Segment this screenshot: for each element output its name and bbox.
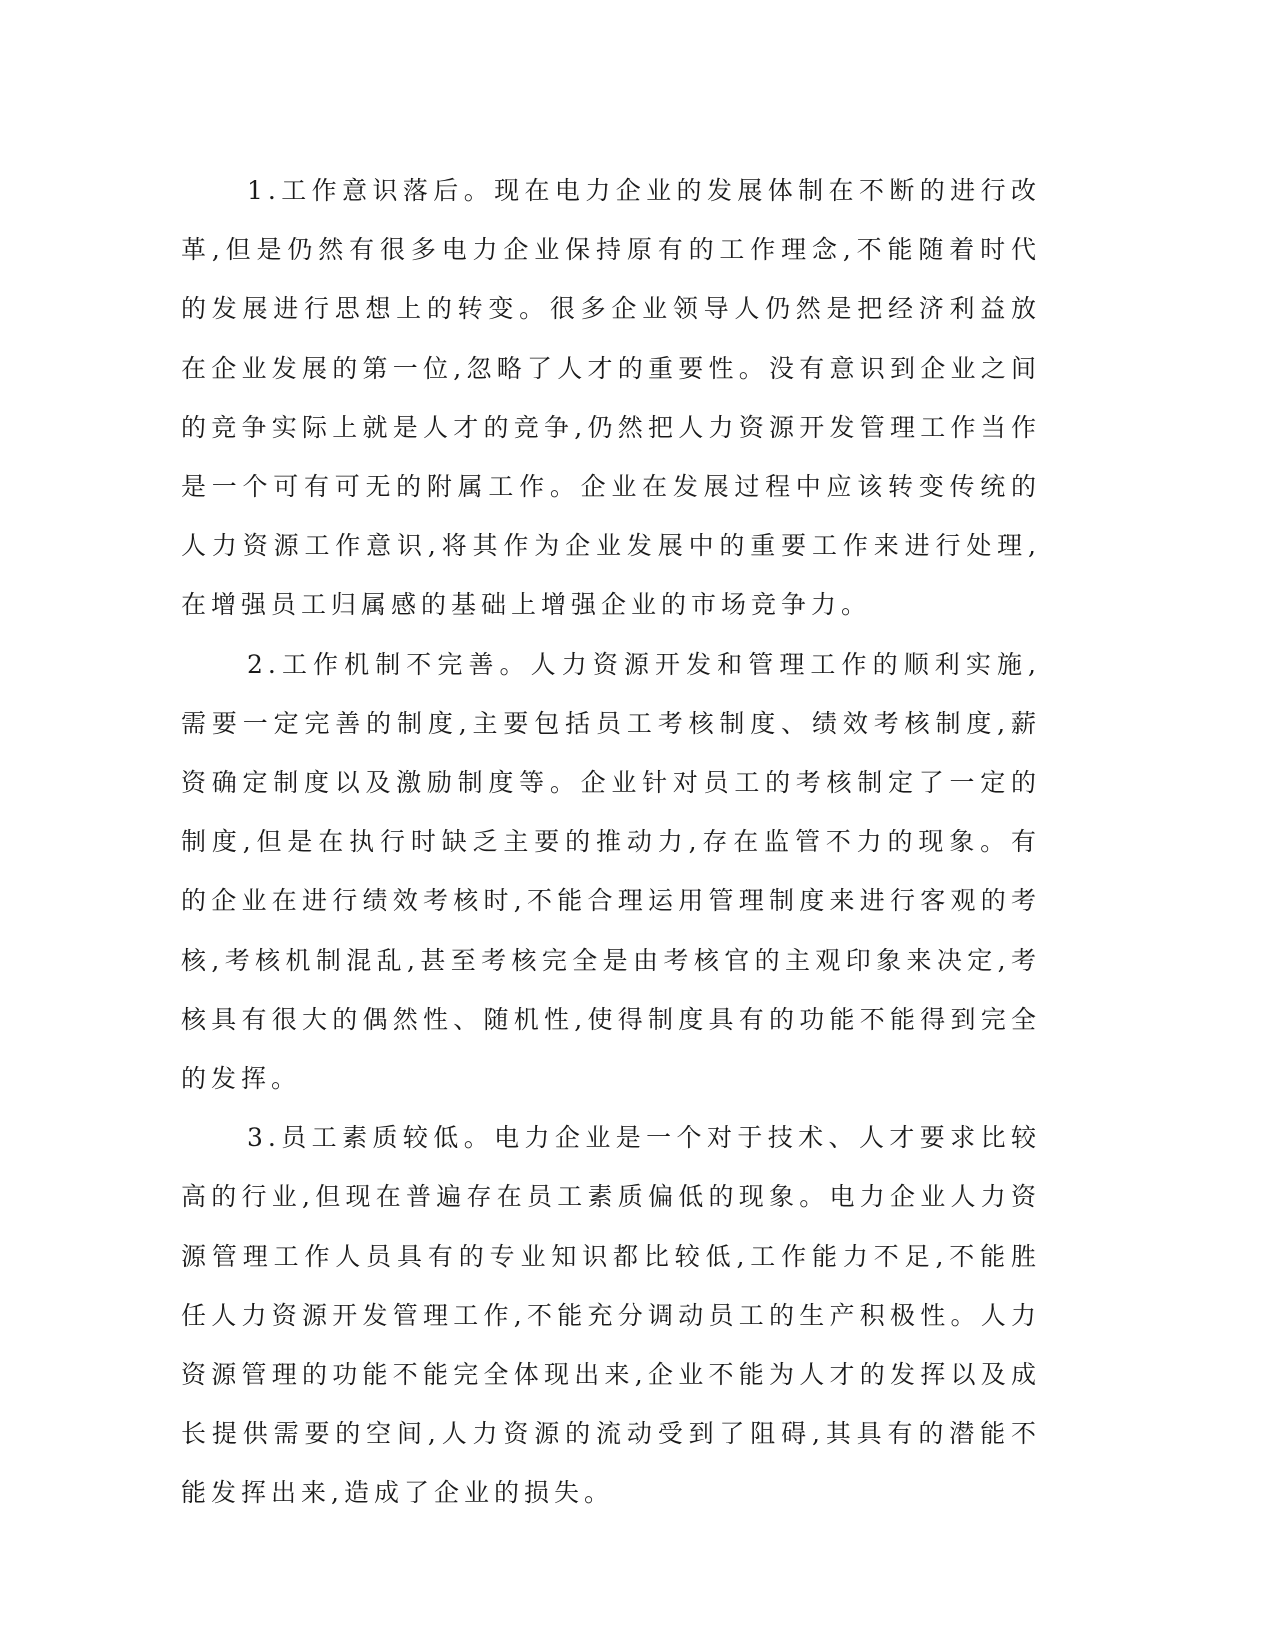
paragraph-work-awareness: 1.工作意识落后。现在电力企业的发展体制在不断的进行改革,但是仍然有很多电力企业保持原有的工作理念,不能随着时代的发展进行思想上的转变。很多企业领导人仍然是把经济利益放在企业发展的第一位,忽略了人才的重要性。没有意识到企业之间的竞争实际上就是人才的竞争,仍然把人力资源开发管理工作当作是一个可有可无的附属工作。企业在发展过程中应该转变传统的人力资源工作意识,将其作为企业发展中的重要工作来进行处理,在增强员工归属感的基础上增强企业的市场竞争力。	[181, 176, 1041, 620]
paragraph-work-mechanism: 2.工作机制不完善。人力资源开发和管理工作的顺利实施,需要一定完善的制度,主要包括员工考核制度、绩效考核制度,薪资确定制度以及激励制度等。企业针对员工的考核制定了一定的制度,但是在执行时缺乏主要的推动力,存在监管不力的现象。有的企业在进行绩效考核时,不能合理运用管理制度来进行客观的考核,考核机制混乱,甚至考核完全是由考核官的主观印象来决定,考核具有很大的偶然性、随机性,使得制度具有的功能不能得到完全的发挥。	[181, 649, 1041, 1094]
paragraph-staff-quality: 3.员工素质较低。电力企业是一个对于技术、人才要求比较高的行业,但现在普遍存在员工素质偏低的现象。电力企业人力资源管理工作人员具有的专业知识都比较低,工作能力不足,不能胜任人力资源开发管理工作,不能充分调动员工的生产积极性。人力资源管理的功能不能完全体现出来,企业不能为人才的发挥以及成长提供需要的空间,人力资源的流动受到了阻碍,其具有的潜能不能发挥出来,造成了企业的损失。	[181, 1123, 1041, 1508]
document-body	[181, 161, 1041, 1523]
